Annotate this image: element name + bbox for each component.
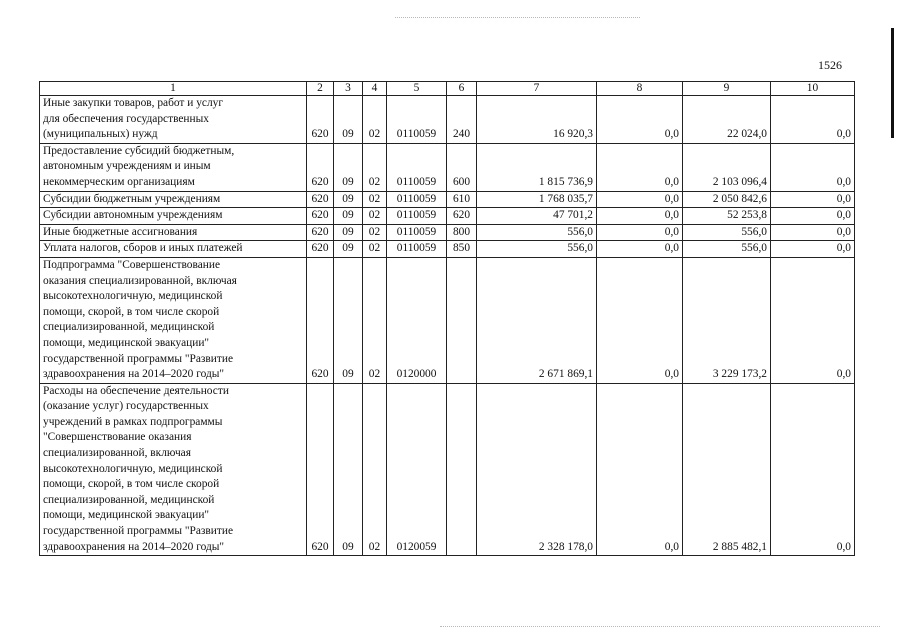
header-cell: 9 [683,82,771,96]
row-name-text: Предоставление субсидий бюджетным, автономным учреждениям и иным некоммерческим организациям [43,144,235,188]
cell-code-3: 09 [334,241,363,258]
header-cell: 10 [771,82,855,96]
cell-target-article: 0110059 [387,224,447,241]
cell-expense-type: 610 [447,191,477,208]
row-name-text: Иные закупки товаров, работ и услуг для обеспечения государственных (муниципальных) нужд [43,97,224,141]
cell-code-3: 09 [334,208,363,225]
cell-code-4: 02 [363,96,387,144]
cell-code-3: 09 [334,383,363,556]
table-header-row [40,82,855,96]
cell-target-article: 0110059 [387,208,447,225]
cell-expense-type: 620 [447,208,477,225]
cell-amount-col8: 0,0 [597,383,683,556]
row-name-text: Субсидии бюджетным учреждениям [43,192,221,205]
cell-amount-col9: 556,0 [683,241,771,258]
cell-code-2: 620 [307,96,334,144]
header-cell: 2 [307,82,334,96]
cell-target-article: 0110059 [387,241,447,258]
cell-amount-col8: 0,0 [597,208,683,225]
row-name-cell [40,383,307,556]
table-row [40,208,855,225]
scan-artifact-bottom [440,626,880,628]
cell-amount-col8: 0,0 [597,96,683,144]
header-cell: 8 [597,82,683,96]
header-cell: 5 [387,82,447,96]
cell-amount-col10: 0,0 [771,143,855,191]
cell-target-article: 0110059 [387,191,447,208]
cell-amount-col7: 2 328 178,0 [477,383,597,556]
cell-code-2: 620 [307,241,334,258]
scan-artifact-top [395,17,640,19]
budget-table [39,81,855,556]
row-name-text: Расходы на обеспечение деятельности (оказание услуг) государственных учреждений в рамках подпрограммы "Совершенствование оказания специализированной, включая высокотехнологичную, медицинской помощи, скорой, в том числе скорой специализированной, медицинской помощи, медицинской эвакуации" государственной программы "Развитие здравоохранения на 2014–2020 годы" [43,384,233,553]
cell-expense-type [447,257,477,383]
cell-amount-col10: 0,0 [771,257,855,383]
cell-amount-col10: 0,0 [771,224,855,241]
table-row [40,143,855,191]
cell-target-article: 0110059 [387,96,447,144]
cell-amount-col8: 0,0 [597,241,683,258]
cell-code-4: 02 [363,191,387,208]
cell-amount-col9: 22 024,0 [683,96,771,144]
row-name-cell [40,96,307,144]
row-name-cell [40,208,307,225]
table-row [40,191,855,208]
row-name-text: Уплата налогов, сборов и иных платежей [43,242,243,255]
cell-amount-col7: 16 920,3 [477,96,597,144]
cell-code-3: 09 [334,143,363,191]
cell-amount-col10: 0,0 [771,191,855,208]
table-row [40,96,855,144]
table-row [40,224,855,241]
cell-amount-col8: 0,0 [597,257,683,383]
cell-code-2: 620 [307,383,334,556]
page-number: 1526 [818,58,842,72]
cell-code-2: 620 [307,257,334,383]
cell-amount-col7: 2 671 869,1 [477,257,597,383]
table-row [40,257,855,383]
cell-amount-col9: 2 885 482,1 [683,383,771,556]
cell-expense-type [447,383,477,556]
cell-amount-col8: 0,0 [597,191,683,208]
cell-code-3: 09 [334,96,363,144]
cell-expense-type: 600 [447,143,477,191]
cell-amount-col10: 0,0 [771,96,855,144]
cell-amount-col7: 47 701,2 [477,208,597,225]
cell-code-3: 09 [334,191,363,208]
cell-amount-col8: 0,0 [597,224,683,241]
table-row [40,241,855,258]
cell-code-4: 02 [363,383,387,556]
cell-amount-col9: 556,0 [683,224,771,241]
row-name-cell [40,241,307,258]
cell-amount-col7: 1 768 035,7 [477,191,597,208]
header-cell: 1 [40,82,307,96]
header-cell: 7 [477,82,597,96]
cell-amount-col9: 2 103 096,4 [683,143,771,191]
row-name-cell [40,224,307,241]
cell-code-3: 09 [334,224,363,241]
cell-target-article: 0110059 [387,143,447,191]
row-name-cell [40,257,307,383]
cell-code-2: 620 [307,224,334,241]
cell-amount-col10: 0,0 [771,241,855,258]
cell-amount-col9: 2 050 842,6 [683,191,771,208]
cell-amount-col9: 3 229 173,2 [683,257,771,383]
cell-code-4: 02 [363,143,387,191]
cell-expense-type: 240 [447,96,477,144]
cell-code-2: 620 [307,208,334,225]
cell-amount-col7: 1 815 736,9 [477,143,597,191]
header-cell: 4 [363,82,387,96]
cell-amount-col10: 0,0 [771,208,855,225]
cell-code-4: 02 [363,257,387,383]
cell-amount-col10: 0,0 [771,383,855,556]
cell-expense-type: 800 [447,224,477,241]
cell-target-article: 0120059 [387,383,447,556]
cell-expense-type: 850 [447,241,477,258]
cell-code-2: 620 [307,143,334,191]
header-cell: 3 [334,82,363,96]
row-name-text: Иные бюджетные ассигнования [43,225,198,238]
row-name-cell [40,143,307,191]
cell-code-4: 02 [363,241,387,258]
cell-amount-col7: 556,0 [477,241,597,258]
cell-amount-col8: 0,0 [597,143,683,191]
table-row [40,383,855,556]
row-name-cell [40,191,307,208]
cell-target-article: 0120000 [387,257,447,383]
cell-code-4: 02 [363,224,387,241]
cell-code-4: 02 [363,208,387,225]
row-name-text: Субсидии автономным учреждениям [43,209,223,222]
cell-code-2: 620 [307,191,334,208]
cell-amount-col9: 52 253,8 [683,208,771,225]
scan-edge-mark [891,28,894,138]
cell-code-3: 09 [334,257,363,383]
cell-amount-col7: 556,0 [477,224,597,241]
row-name-text: Подпрограмма "Совершенствование оказания специализированной, включая высокотехнологичную, медицинской помощи, скорой, в том числе скорой специализированной, медицинской помощи, медицинской эвакуации" государственной программы "Развитие здравоохранения на 2014–2020 годы" [43,258,237,381]
header-cell: 6 [447,82,477,96]
